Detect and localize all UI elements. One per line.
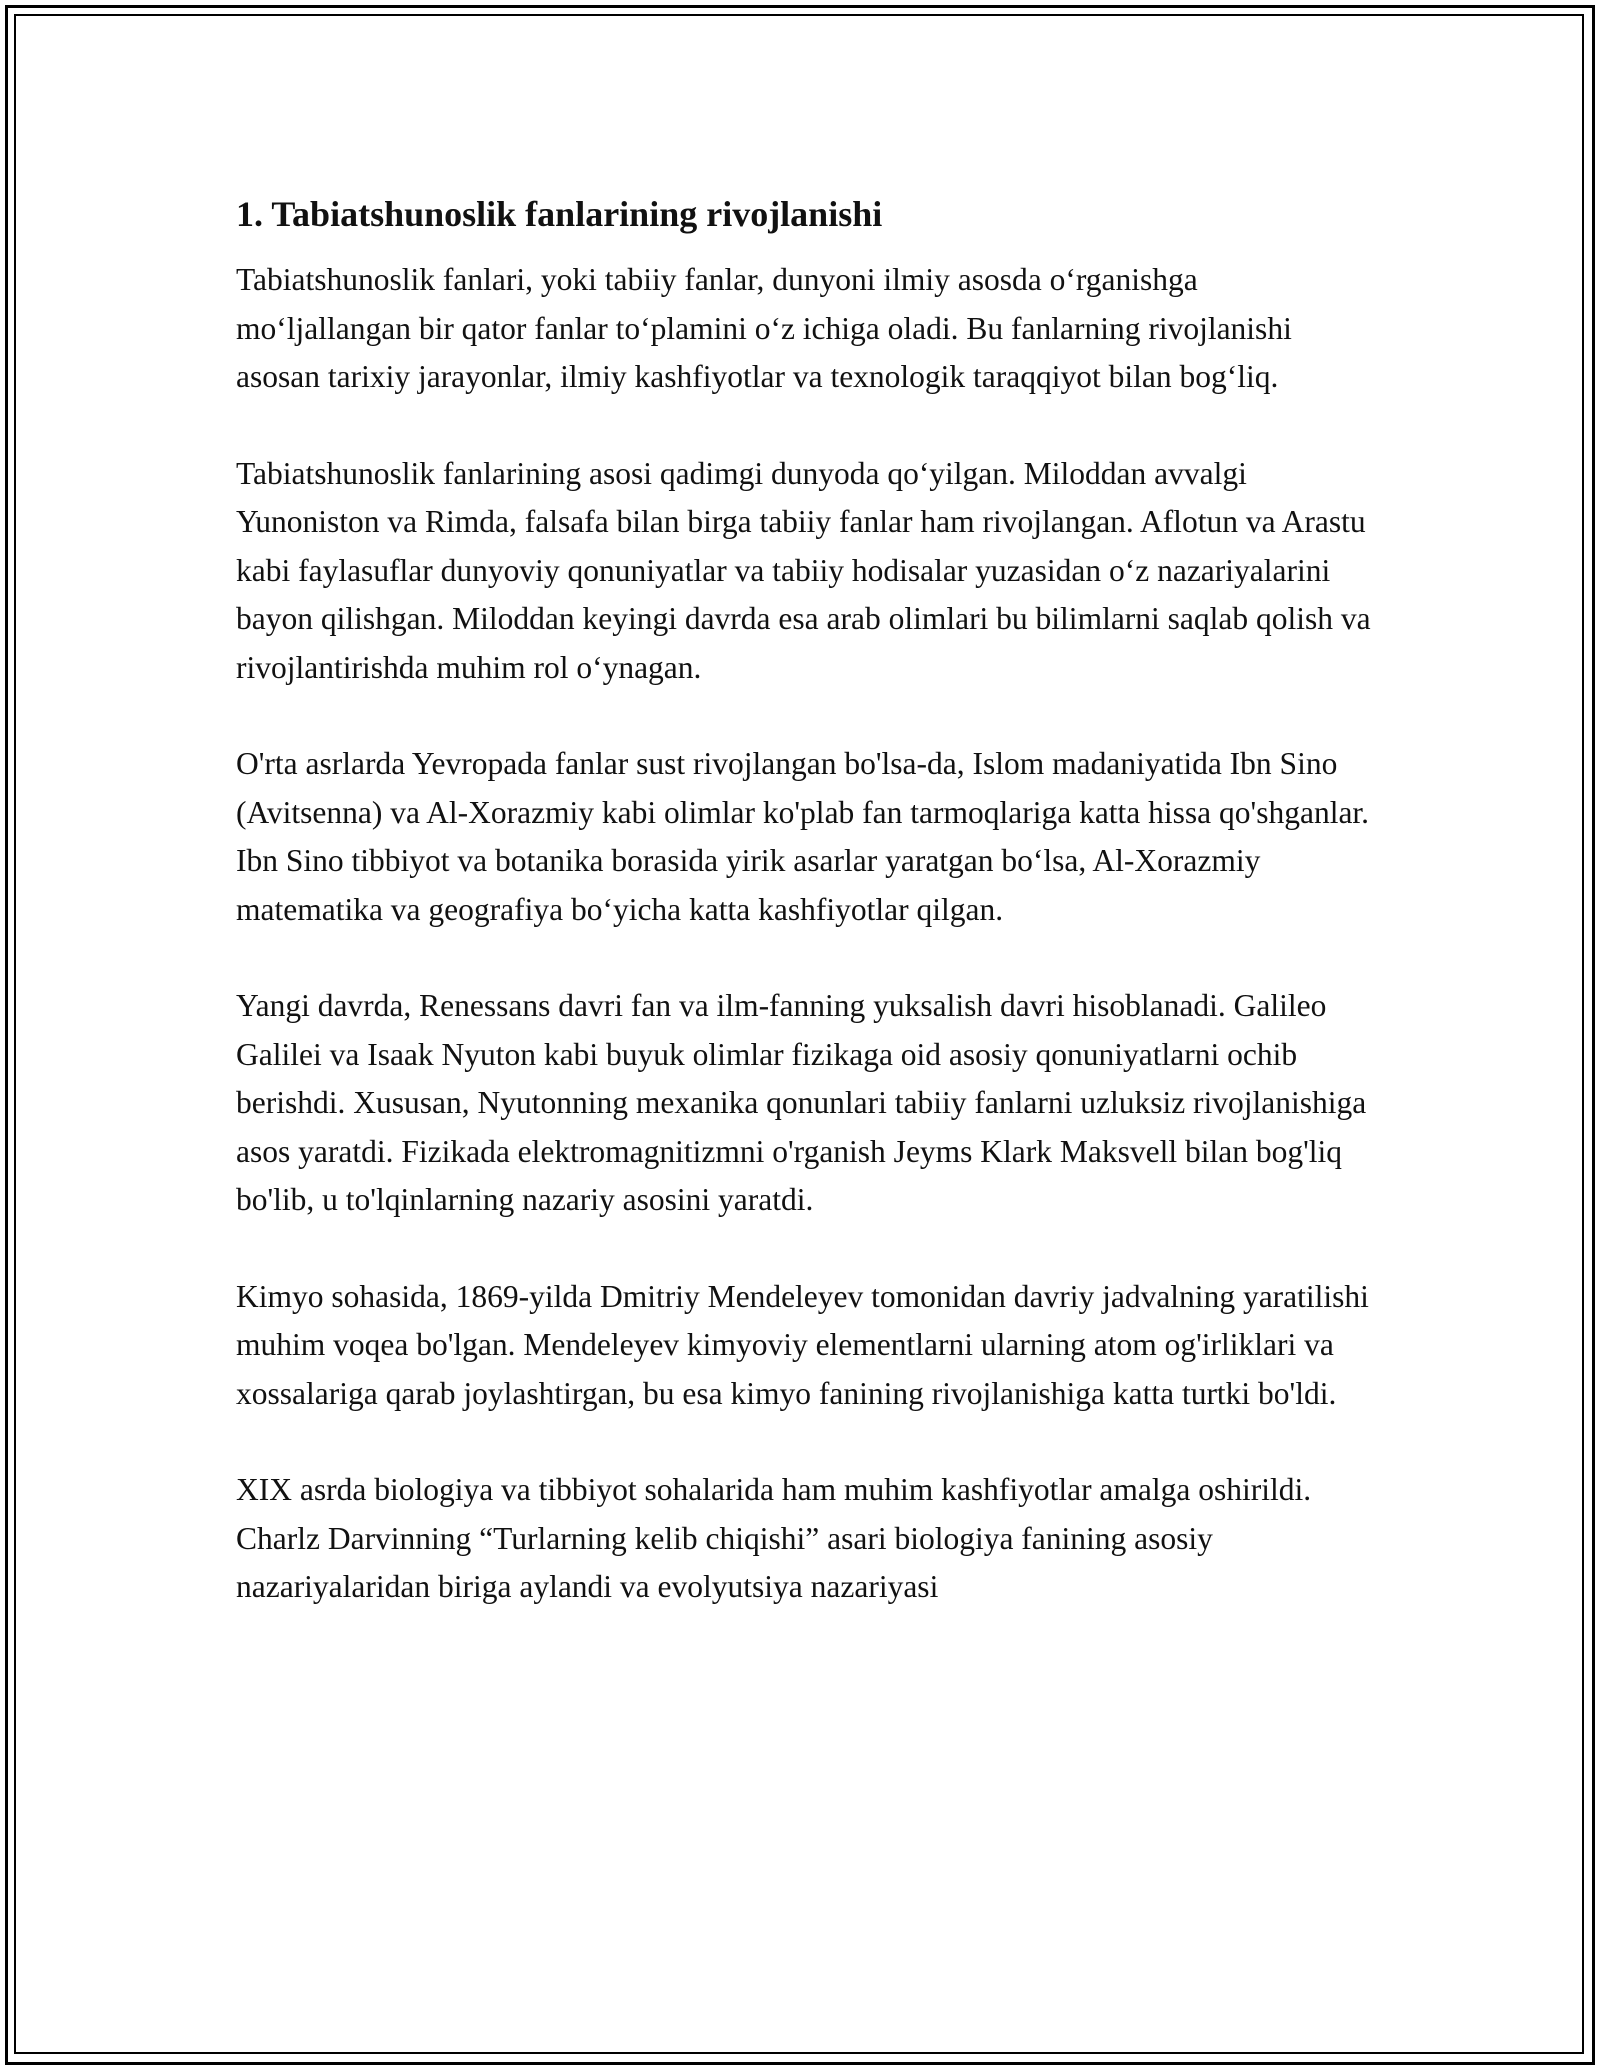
paragraph-middle-ages: O'rta asrlarda Yevropada fanlar sust rivojlangan bo'lsa-da, Islom madaniyatida Ibn Sino (Avitsenna) va Al-Xorazmiy kabi olimlar ko'plab fan tarmoqlariga katta hissa qo'shganlar. Ibn Sino tibbiyot va botanika borasida yirik asarlar yaratgan bo‘lsa, Al-Xorazmiy matematika va geografiya bo‘yicha katta kashfiyotlar qilgan. (236, 746, 1370, 927)
paragraph-renaissance: Yangi davrda, Renessans davri fan va ilm-fanning yuksalish davri hisoblanadi. Galileo Galilei va Isaak Nyuton kabi buyuk olimlar fizikaga oid asosiy qonuniyatlarni ochib berishdi. Xususan, Nyutonning mexanika qonunlari tabiiy fanlarni uzluksiz rivojlanishiga asos yaratdi. Fizikada elektromagnitizmni o'rganish Jeyms Klark Maksvell bilan bog'liq bo'lib, u to'lqinlarning nazariy asosini yaratdi. (236, 988, 1367, 1217)
paragraph-ancient-world: Tabiatshunoslik fanlarining asosi qadimgi dunyoda qo‘yilgan. Miloddan avvalgi Yunoniston va Rimda, falsafa bilan birga tabiiy fanlar ham rivojlangan. Aflotun va Arastu kabi faylasuflar dunyoviy qonuniyatlar va tabiiy hodisalar yuzasidan o‘z nazariyalarini bayon qilishgan. Miloddan keyingi davrda esa arab olimlari bu bilimlarni saqlab qolish va rivojlantirishda muhim rol o‘ynagan. (236, 455, 1371, 685)
paragraph-biology: XIX asrda biologiya va tibbiyot sohalarida ham muhim kashfiyotlar amalga oshirildi. Charlz Darvinning “Turlarning kelib chiqishi” asari biologiya fanining asosiy nazariyalaridan biriga aylandi va evolyutsiya nazariyasi (236, 1472, 1312, 1604)
paragraph-intro: Tabiatshunoslik fanlari, yoki tabiiy fanlar, dunyoni ilmiy asosda o‘rganishga mo‘ljallangan bir qator fanlar to‘plamini o‘z ichiga oladi. Bu fanlarning rivojlanishi asosan tarixiy jarayonlar, ilmiy kashfiyotlar va texnologik taraqqiyot bilan bog‘liq. (236, 262, 1292, 394)
section-heading: 1. Tabiatshunoslik fanlarining rivojlanishi (236, 194, 883, 234)
document-body (236, 190, 1376, 1660)
paragraph-chemistry: Kimyo sohasida, 1869-yilda Dmitriy Mendeleyev tomonidan davriy jadvalning yaratilishi muhim voqea bo'lgan. Mendeleyev kimyoviy elementlarni ularning atom og'irliklari va xossalariga qarab joylashtirgan, bu esa kimyo fanining rivojlanishiga katta turtki bo'ldi. (236, 1278, 1369, 1411)
